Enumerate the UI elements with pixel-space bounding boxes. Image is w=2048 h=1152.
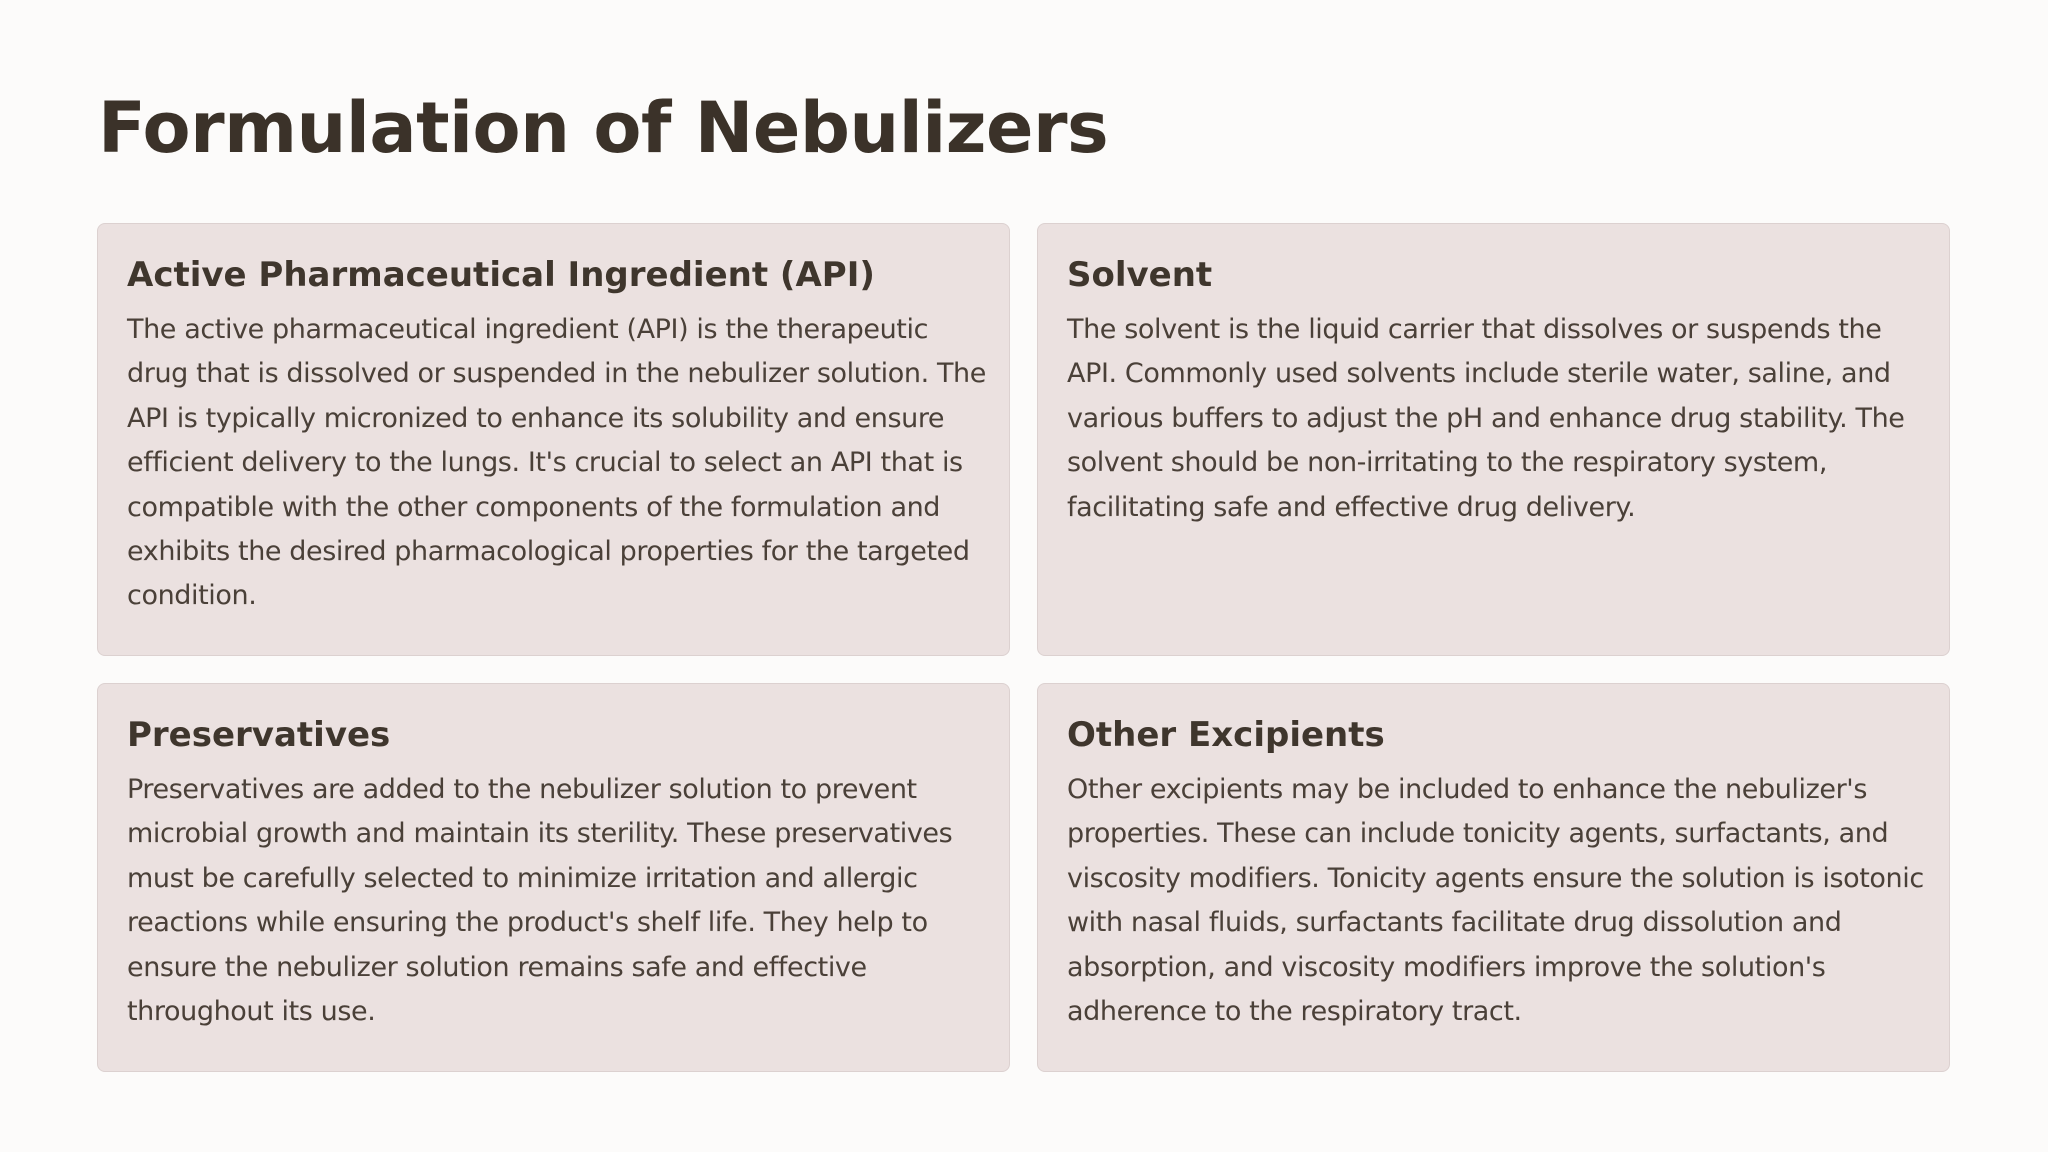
card-preservatives-heading: Preservatives [127,715,391,755]
card-solvent [1037,223,1950,656]
card-api-heading: Active Pharmaceutical Ingredient (API) [127,255,875,295]
card-other-excipients [1037,683,1950,1072]
card-preservatives-body: Preservatives are added to the nebulizer solution to prevent microbial growth and maintain its sterility. These preservatives must be carefully selected to minimize irritation and allergic reactions while ensuring the product's shelf life. They help to ensure the nebulizer solution remains safe and effective throughout its use. [127,774,953,1028]
card-other-excipients-body: Other excipients may be included to enhance the nebulizer's properties. These can include tonicity agents, surfactants, and viscosity modifiers. Tonicity agents ensure the solution is isotonic with nasal fluids, surfactants facilitate drug dissolution and absorption, and viscosity modifiers improve the solution's adherence to the respiratory tract. [1067,774,1924,1028]
card-solvent-body: The solvent is the liquid carrier that dissolves or suspends the API. Commonly used solvents include sterile water, saline, and various buffers to adjust the pH and enhance drug stability. The solvent should be non-irritating to the respiratory system, facilitating safe and effective drug delivery. [1067,314,1905,523]
page-title: Formulation of Nebulizers [98,87,1109,169]
card-api-body: The active pharmaceutical ingredient (API) is the therapeutic drug that is dissolved or suspended in the nebulizer solution. The API is typically micronized to enhance its solubility and ensure efficient delivery to the lungs. It's crucial to select an API that is compatible with the other components of the formulation and exhibits the desired pharmacological properties for the targeted condition. [127,314,986,612]
card-solvent-heading: Solvent [1067,255,1213,295]
card-grid [97,223,1951,1073]
card-api [97,223,1010,656]
card-preservatives [97,683,1010,1072]
card-other-excipients-heading: Other Excipients [1067,715,1385,755]
